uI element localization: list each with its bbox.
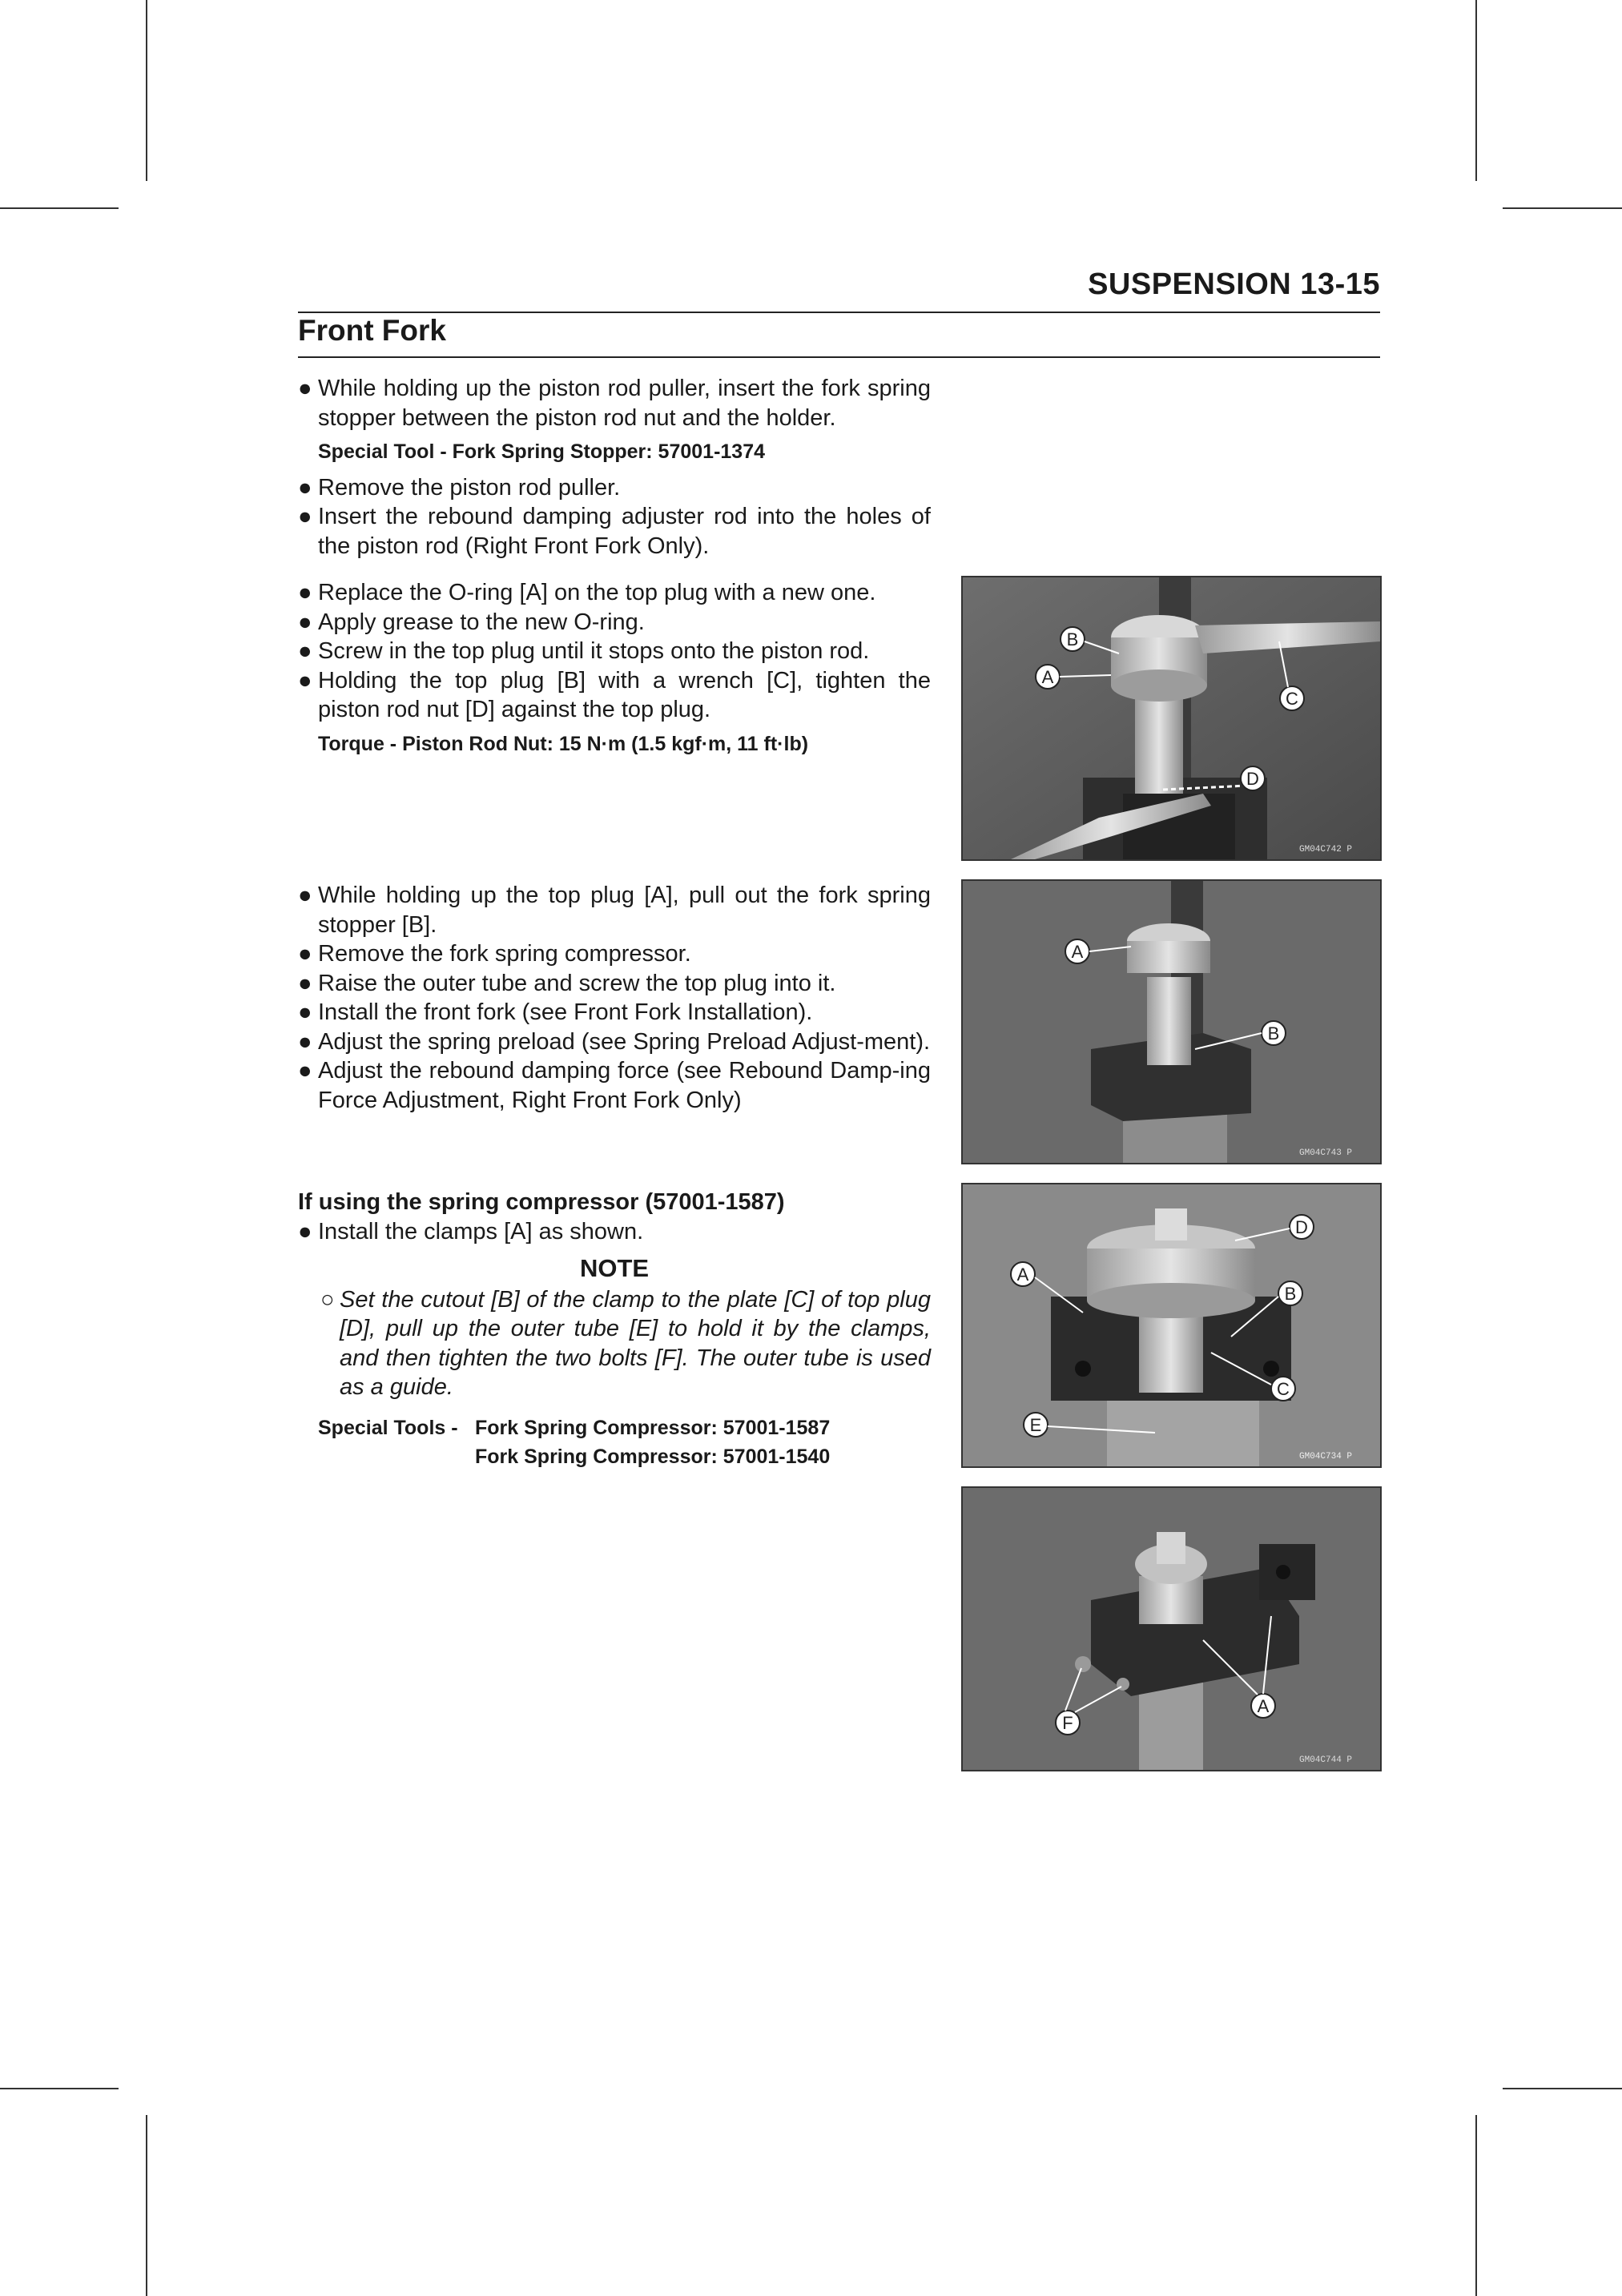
bullet-icon: ● (298, 376, 312, 401)
photo-label: A (1257, 1696, 1270, 1716)
bullet-icon: ● (298, 883, 312, 908)
crop-mark (1503, 207, 1622, 209)
photo-code: GM04C744 P (1299, 1755, 1353, 1765)
photo-label: B (1267, 1023, 1280, 1043)
bullet-icon: ● (298, 999, 312, 1025)
list-item-text: Raise the outer tube and screw the top plug into it. (318, 970, 836, 996)
list-item (298, 473, 931, 503)
bullet-icon: ● (298, 474, 312, 501)
bullet-icon: ● (298, 580, 312, 605)
list-item-text: Replace the O-ring [A] on the top plug with a new one. (318, 580, 876, 605)
photo-illustration (963, 1184, 1380, 1466)
list-item-text: Apply grease to the new O-ring. (318, 609, 645, 635)
photo-spring-stopper (961, 879, 1382, 1164)
list-item (298, 969, 931, 999)
note-title: NOTE (579, 1254, 650, 1282)
crop-mark (0, 2088, 119, 2089)
photo-label: D (1295, 1217, 1308, 1237)
torque-spec-line: Torque - Piston Rod Nut: 15 N·m (1.5 kgf·m, 11 ft·lb) (318, 732, 809, 755)
subsection-heading: If using the spring compressor (57001-1587) (298, 1189, 785, 1215)
bullet-icon: ● (298, 1218, 312, 1245)
crop-mark (0, 207, 119, 209)
list-item-text: Remove the piston rod puller. (318, 474, 621, 501)
photo-illustration (963, 577, 1380, 859)
instruction-block-3 (298, 881, 931, 1115)
special-tools-row (298, 1413, 931, 1442)
list-item (298, 998, 931, 1027)
photo-label: C (1286, 689, 1298, 709)
photo-code: GM04C734 P (1299, 1452, 1353, 1462)
special-tools-row (298, 1442, 931, 1471)
photo-illustration (963, 1488, 1380, 1770)
photo-top-plug-wrench (961, 576, 1382, 861)
list-item (298, 939, 931, 969)
header-rule (298, 312, 1380, 313)
photo-label: A (1041, 667, 1054, 687)
bullet-icon: ● (298, 970, 312, 996)
photo-label: C (1277, 1379, 1290, 1399)
photo-label: F (1062, 1713, 1073, 1733)
list-item (298, 881, 931, 939)
photo-label: A (1071, 942, 1084, 962)
special-tools-label-spacer (318, 1442, 475, 1471)
list-item (298, 1056, 931, 1115)
photo-label: D (1246, 769, 1259, 789)
photo-code: GM04C743 P (1299, 1148, 1353, 1158)
list-item-text: While holding up the top plug [A], pull out the fork spring stopper [B]. (318, 883, 931, 938)
photo-label: B (1066, 629, 1079, 649)
list-item-text: Install the clamps [A] as shown. (318, 1218, 644, 1245)
instruction-block-2 (298, 578, 931, 765)
crop-mark (1475, 2115, 1477, 2296)
tool-spec: Fork Spring Compressor: 57001-1540 (475, 1445, 831, 1468)
crop-mark (146, 2115, 147, 2296)
section-title: Front Fork (298, 314, 446, 347)
crop-mark (1475, 0, 1477, 181)
crop-mark (146, 0, 147, 181)
list-item-text: Adjust the spring preload (see Spring Preload Adjust-ment). (318, 1028, 931, 1055)
special-tool-line: Special Tool - Fork Spring Stopper: 57001-1374 (318, 440, 766, 463)
list-item-text: Insert the rebound damping adjuster rod into the holes of the piston rod (Right Front Fork Only). (318, 504, 931, 559)
note-body: Set the cutout [B] of the clamp to the plate [C] of top plug [D], pull up the outer tube [E] to hold it by the clamps, and then tighten the two bolts [F]. The outer tube is used as a guide. (340, 1286, 931, 1400)
list-item-text: While holding up the piston rod puller, insert the fork spring stopper between the piston rod nut and the holder. (318, 376, 931, 431)
instruction-block-4 (298, 1188, 931, 1471)
photo-clamps-installed (961, 1183, 1382, 1468)
list-item (298, 374, 931, 432)
photo-label: B (1284, 1284, 1297, 1304)
note-text (298, 1285, 931, 1402)
page-header-title: SUSPENSION 13-15 (1088, 267, 1380, 301)
bullet-icon: ● (298, 609, 312, 635)
bullet-icon: ● (298, 941, 312, 967)
photo-code: GM04C742 P (1299, 845, 1353, 854)
bullet-icon: ● (298, 504, 312, 529)
list-item (298, 578, 931, 608)
list-item (298, 608, 931, 637)
list-item-text: Adjust the rebound damping force (see Rebound Damp-ing Force Adjustment, Right Front Fork Only) (318, 1058, 931, 1113)
crop-mark (1503, 2088, 1622, 2089)
list-item-text: Remove the fork spring compressor. (318, 941, 691, 967)
bullet-icon: ● (298, 1028, 312, 1055)
list-item-text: Install the front fork (see Front Fork Installation). (318, 999, 813, 1025)
list-item-text: Holding the top plug [B] with a wrench [C], tighten the piston rod nut [D] against the top plug. (318, 667, 931, 722)
bullet-icon: ● (298, 1058, 312, 1084)
instruction-block-1 (298, 374, 931, 561)
photo-illustration (963, 881, 1380, 1163)
special-tools-label: Special Tools - (318, 1416, 458, 1439)
photo-label: E (1029, 1415, 1042, 1435)
list-item (298, 666, 931, 725)
list-item (298, 502, 931, 561)
photo-label: A (1016, 1265, 1029, 1285)
list-item (298, 637, 931, 666)
list-item-text: Screw in the top plug until it stops onto the piston rod. (318, 638, 870, 664)
bullet-icon: ● (298, 638, 312, 664)
bullet-icon: ● (298, 667, 312, 694)
circle-bullet-icon: ○ (320, 1286, 335, 1313)
list-item (298, 1217, 931, 1247)
section-rule (298, 356, 1380, 358)
photo-tighten-bolts (961, 1486, 1382, 1771)
tool-spec: Fork Spring Compressor: 57001-1587 (475, 1416, 831, 1439)
list-item (298, 1027, 931, 1057)
